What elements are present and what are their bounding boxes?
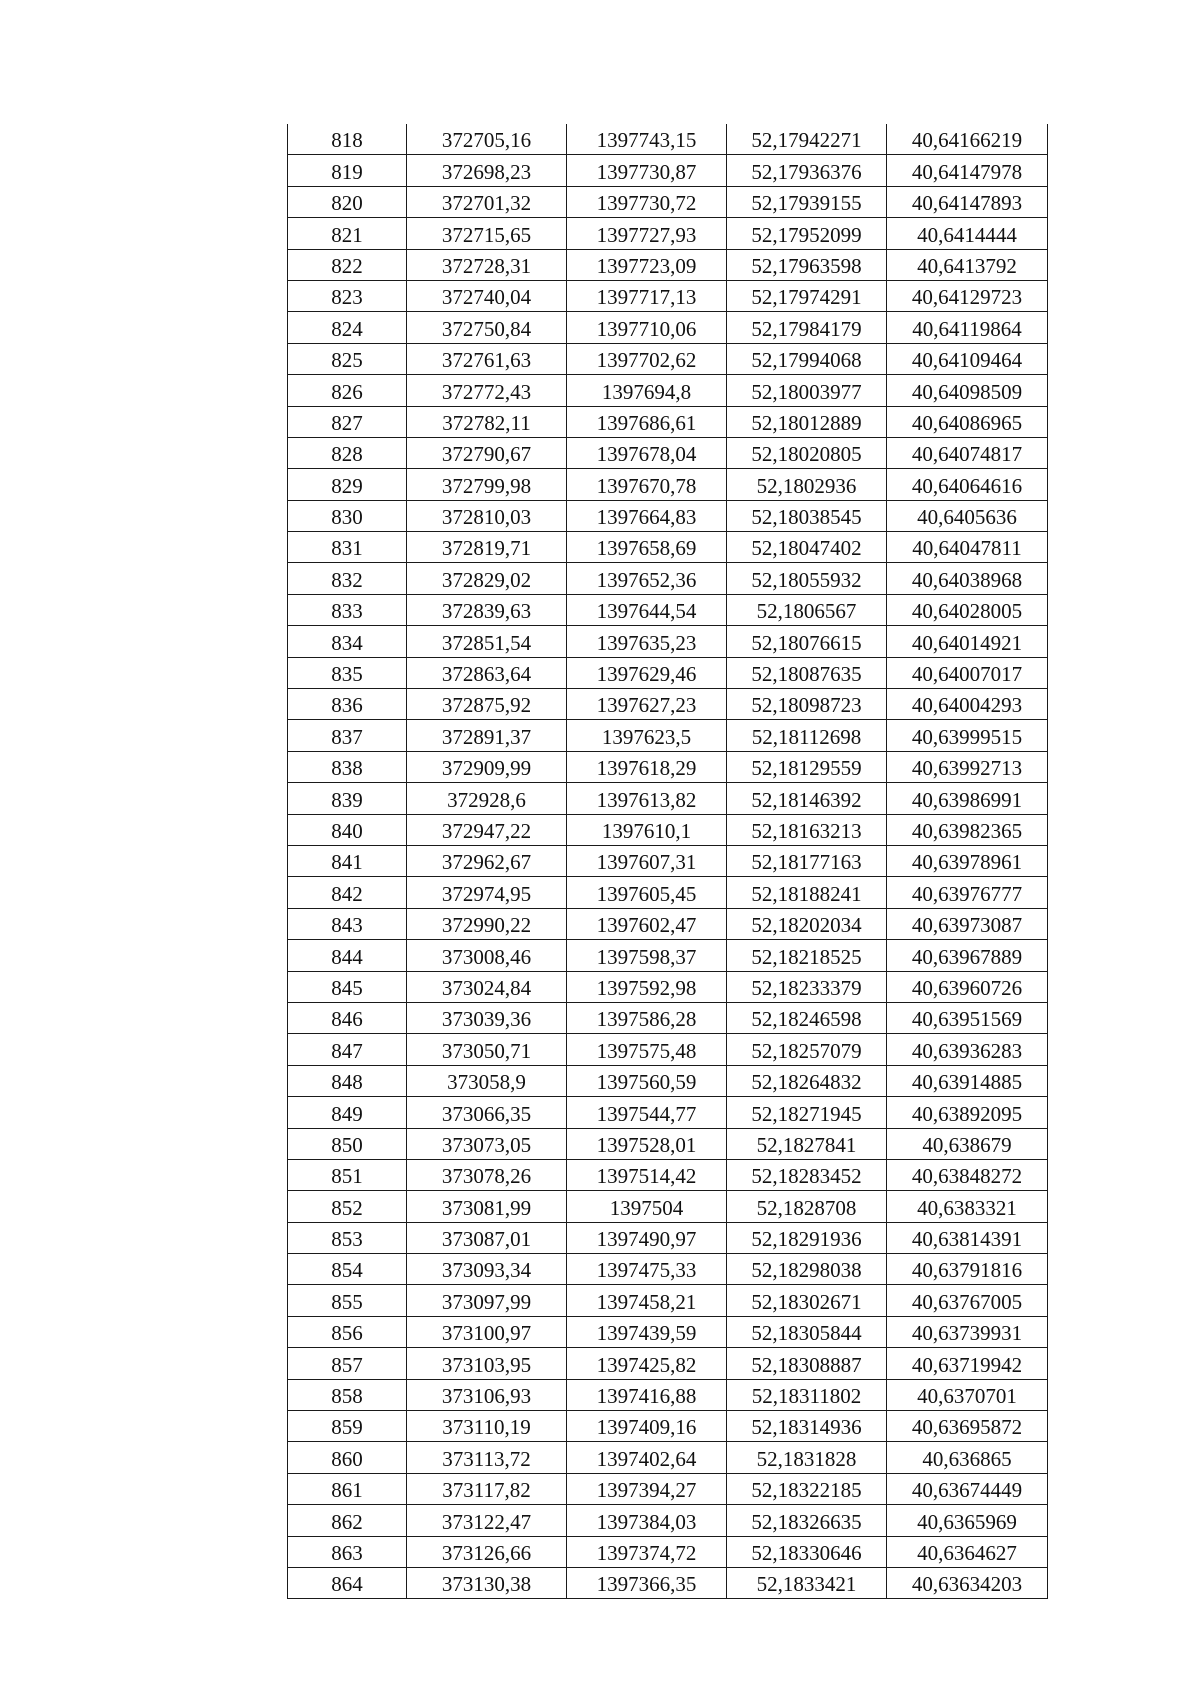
x-coordinate-cell: 372909,99	[407, 751, 567, 782]
x-coordinate-cell: 373008,46	[407, 940, 567, 971]
table-row	[288, 1442, 1048, 1473]
longitude-cell: 40,6364627	[887, 1536, 1048, 1567]
point-number-cell: 845	[288, 971, 407, 1002]
point-number-cell: 828	[288, 437, 407, 468]
x-coordinate-cell: 372782,11	[407, 406, 567, 437]
longitude-cell: 40,64086965	[887, 406, 1048, 437]
point-number-cell: 824	[288, 312, 407, 343]
y-coordinate-cell: 1397644,54	[567, 594, 727, 625]
table-row	[288, 1567, 1048, 1598]
latitude-cell: 52,18326635	[727, 1505, 887, 1536]
longitude-cell: 40,64119864	[887, 312, 1048, 343]
x-coordinate-cell: 372974,95	[407, 877, 567, 908]
point-number-cell: 856	[288, 1316, 407, 1347]
y-coordinate-cell: 1397560,59	[567, 1065, 727, 1096]
y-coordinate-cell: 1397717,13	[567, 280, 727, 311]
x-coordinate-cell: 372715,65	[407, 218, 567, 249]
x-coordinate-cell: 372761,63	[407, 343, 567, 374]
longitude-cell: 40,638679	[887, 1128, 1048, 1159]
longitude-cell: 40,63674449	[887, 1473, 1048, 1504]
coordinates-table	[287, 124, 1048, 1599]
x-coordinate-cell: 373073,05	[407, 1128, 567, 1159]
x-coordinate-cell: 372810,03	[407, 500, 567, 531]
longitude-cell: 40,64007017	[887, 657, 1048, 688]
x-coordinate-cell: 372772,43	[407, 375, 567, 406]
point-number-cell: 831	[288, 532, 407, 563]
y-coordinate-cell: 1397592,98	[567, 971, 727, 1002]
table-row	[288, 689, 1048, 720]
y-coordinate-cell: 1397504	[567, 1191, 727, 1222]
longitude-cell: 40,63992713	[887, 751, 1048, 782]
latitude-cell: 52,17942271	[727, 124, 887, 155]
longitude-cell: 40,6365969	[887, 1505, 1048, 1536]
point-number-cell: 850	[288, 1128, 407, 1159]
point-number-cell: 860	[288, 1442, 407, 1473]
table-row	[288, 626, 1048, 657]
table-row	[288, 814, 1048, 845]
table-row	[288, 343, 1048, 374]
latitude-cell: 52,18291936	[727, 1222, 887, 1253]
latitude-cell: 52,18003977	[727, 375, 887, 406]
latitude-cell: 52,17994068	[727, 343, 887, 374]
latitude-cell: 52,1802936	[727, 469, 887, 500]
table-row	[288, 563, 1048, 594]
y-coordinate-cell: 1397439,59	[567, 1316, 727, 1347]
table-row	[288, 469, 1048, 500]
table-row	[288, 280, 1048, 311]
longitude-cell: 40,63978961	[887, 845, 1048, 876]
y-coordinate-cell: 1397586,28	[567, 1002, 727, 1033]
x-coordinate-cell: 372863,64	[407, 657, 567, 688]
point-number-cell: 854	[288, 1254, 407, 1285]
x-coordinate-cell: 372839,63	[407, 594, 567, 625]
point-number-cell: 823	[288, 280, 407, 311]
latitude-cell: 52,18038545	[727, 500, 887, 531]
longitude-cell: 40,63739931	[887, 1316, 1048, 1347]
longitude-cell: 40,63892095	[887, 1097, 1048, 1128]
table-row	[288, 1159, 1048, 1190]
latitude-cell: 52,18129559	[727, 751, 887, 782]
y-coordinate-cell: 1397623,5	[567, 720, 727, 751]
x-coordinate-cell: 372990,22	[407, 908, 567, 939]
point-number-cell: 840	[288, 814, 407, 845]
point-number-cell: 829	[288, 469, 407, 500]
table-row	[288, 751, 1048, 782]
y-coordinate-cell: 1397490,97	[567, 1222, 727, 1253]
x-coordinate-cell: 372851,54	[407, 626, 567, 657]
point-number-cell: 848	[288, 1065, 407, 1096]
point-number-cell: 851	[288, 1159, 407, 1190]
latitude-cell: 52,17984179	[727, 312, 887, 343]
longitude-cell: 40,63719942	[887, 1348, 1048, 1379]
point-number-cell: 835	[288, 657, 407, 688]
table-row	[288, 1348, 1048, 1379]
x-coordinate-cell: 373100,97	[407, 1316, 567, 1347]
x-coordinate-cell: 372947,22	[407, 814, 567, 845]
longitude-cell: 40,63634203	[887, 1567, 1048, 1598]
x-coordinate-cell: 372740,04	[407, 280, 567, 311]
table-row	[288, 312, 1048, 343]
point-number-cell: 863	[288, 1536, 407, 1567]
latitude-cell: 52,1806567	[727, 594, 887, 625]
x-coordinate-cell: 373103,95	[407, 1348, 567, 1379]
table-row	[288, 437, 1048, 468]
longitude-cell: 40,63814391	[887, 1222, 1048, 1253]
x-coordinate-cell: 373039,36	[407, 1002, 567, 1033]
longitude-cell: 40,63967889	[887, 940, 1048, 971]
table-row	[288, 720, 1048, 751]
x-coordinate-cell: 373117,82	[407, 1473, 567, 1504]
table-row	[288, 124, 1048, 155]
longitude-cell: 40,64166219	[887, 124, 1048, 155]
latitude-cell: 52,18311802	[727, 1379, 887, 1410]
y-coordinate-cell: 1397607,31	[567, 845, 727, 876]
y-coordinate-cell: 1397602,47	[567, 908, 727, 939]
table-row	[288, 877, 1048, 908]
latitude-cell: 52,17939155	[727, 186, 887, 217]
y-coordinate-cell: 1397416,88	[567, 1379, 727, 1410]
point-number-cell: 819	[288, 155, 407, 186]
x-coordinate-cell: 372819,71	[407, 532, 567, 563]
y-coordinate-cell: 1397723,09	[567, 249, 727, 280]
x-coordinate-cell: 373050,71	[407, 1034, 567, 1065]
table-row	[288, 1411, 1048, 1442]
latitude-cell: 52,1831828	[727, 1442, 887, 1473]
x-coordinate-cell: 373126,66	[407, 1536, 567, 1567]
latitude-cell: 52,18177163	[727, 845, 887, 876]
y-coordinate-cell: 1397610,1	[567, 814, 727, 845]
point-number-cell: 862	[288, 1505, 407, 1536]
x-coordinate-cell: 372701,32	[407, 186, 567, 217]
latitude-cell: 52,1828708	[727, 1191, 887, 1222]
table-row	[288, 1285, 1048, 1316]
point-number-cell: 822	[288, 249, 407, 280]
y-coordinate-cell: 1397694,8	[567, 375, 727, 406]
y-coordinate-cell: 1397658,69	[567, 532, 727, 563]
latitude-cell: 52,18163213	[727, 814, 887, 845]
table-row	[288, 845, 1048, 876]
point-number-cell: 849	[288, 1097, 407, 1128]
table-row	[288, 1191, 1048, 1222]
table-row	[288, 1034, 1048, 1065]
x-coordinate-cell: 372875,92	[407, 689, 567, 720]
latitude-cell: 52,18146392	[727, 783, 887, 814]
latitude-cell: 52,17963598	[727, 249, 887, 280]
y-coordinate-cell: 1397458,21	[567, 1285, 727, 1316]
latitude-cell: 52,18257079	[727, 1034, 887, 1065]
latitude-cell: 52,18218525	[727, 940, 887, 971]
point-number-cell: 846	[288, 1002, 407, 1033]
y-coordinate-cell: 1397575,48	[567, 1034, 727, 1065]
y-coordinate-cell: 1397664,83	[567, 500, 727, 531]
point-number-cell: 837	[288, 720, 407, 751]
longitude-cell: 40,63973087	[887, 908, 1048, 939]
y-coordinate-cell: 1397627,23	[567, 689, 727, 720]
point-number-cell: 836	[288, 689, 407, 720]
y-coordinate-cell: 1397613,82	[567, 783, 727, 814]
y-coordinate-cell: 1397730,87	[567, 155, 727, 186]
latitude-cell: 52,18305844	[727, 1316, 887, 1347]
longitude-cell: 40,64074817	[887, 437, 1048, 468]
y-coordinate-cell: 1397618,29	[567, 751, 727, 782]
point-number-cell: 857	[288, 1348, 407, 1379]
point-number-cell: 853	[288, 1222, 407, 1253]
longitude-cell: 40,64064616	[887, 469, 1048, 500]
x-coordinate-cell: 373122,47	[407, 1505, 567, 1536]
x-coordinate-cell: 373097,99	[407, 1285, 567, 1316]
point-number-cell: 864	[288, 1567, 407, 1598]
x-coordinate-cell: 373087,01	[407, 1222, 567, 1253]
latitude-cell: 52,18076615	[727, 626, 887, 657]
y-coordinate-cell: 1397710,06	[567, 312, 727, 343]
coordinates-table-body	[288, 124, 1048, 1599]
table-row	[288, 1254, 1048, 1285]
point-number-cell: 827	[288, 406, 407, 437]
table-row	[288, 940, 1048, 971]
longitude-cell: 40,63767005	[887, 1285, 1048, 1316]
latitude-cell: 52,1827841	[727, 1128, 887, 1159]
latitude-cell: 52,17936376	[727, 155, 887, 186]
longitude-cell: 40,64028005	[887, 594, 1048, 625]
latitude-cell: 52,18202034	[727, 908, 887, 939]
table-row	[288, 155, 1048, 186]
y-coordinate-cell: 1397402,64	[567, 1442, 727, 1473]
latitude-cell: 52,18246598	[727, 1002, 887, 1033]
x-coordinate-cell: 372790,67	[407, 437, 567, 468]
x-coordinate-cell: 373078,26	[407, 1159, 567, 1190]
table-row	[288, 1128, 1048, 1159]
latitude-cell: 52,18308887	[727, 1348, 887, 1379]
y-coordinate-cell: 1397629,46	[567, 657, 727, 688]
longitude-cell: 40,64147893	[887, 186, 1048, 217]
x-coordinate-cell: 373130,38	[407, 1567, 567, 1598]
x-coordinate-cell: 373024,84	[407, 971, 567, 1002]
longitude-cell: 40,6383321	[887, 1191, 1048, 1222]
y-coordinate-cell: 1397394,27	[567, 1473, 727, 1504]
table-row	[288, 406, 1048, 437]
longitude-cell: 40,63951569	[887, 1002, 1048, 1033]
point-number-cell: 852	[288, 1191, 407, 1222]
latitude-cell: 52,18298038	[727, 1254, 887, 1285]
longitude-cell: 40,63914885	[887, 1065, 1048, 1096]
y-coordinate-cell: 1397598,37	[567, 940, 727, 971]
latitude-cell: 52,18283452	[727, 1159, 887, 1190]
y-coordinate-cell: 1397528,01	[567, 1128, 727, 1159]
table-row	[288, 500, 1048, 531]
point-number-cell: 833	[288, 594, 407, 625]
table-row	[288, 1316, 1048, 1347]
y-coordinate-cell: 1397678,04	[567, 437, 727, 468]
x-coordinate-cell: 373093,34	[407, 1254, 567, 1285]
longitude-cell: 40,6405636	[887, 500, 1048, 531]
longitude-cell: 40,63999515	[887, 720, 1048, 751]
point-number-cell: 832	[288, 563, 407, 594]
x-coordinate-cell: 373106,93	[407, 1379, 567, 1410]
latitude-cell: 52,18322185	[727, 1473, 887, 1504]
y-coordinate-cell: 1397652,36	[567, 563, 727, 594]
point-number-cell: 844	[288, 940, 407, 971]
longitude-cell: 40,6414444	[887, 218, 1048, 249]
point-number-cell: 841	[288, 845, 407, 876]
x-coordinate-cell: 372799,98	[407, 469, 567, 500]
point-number-cell: 826	[288, 375, 407, 406]
longitude-cell: 40,64109464	[887, 343, 1048, 374]
y-coordinate-cell: 1397743,15	[567, 124, 727, 155]
table-row	[288, 375, 1048, 406]
longitude-cell: 40,64147978	[887, 155, 1048, 186]
x-coordinate-cell: 372750,84	[407, 312, 567, 343]
y-coordinate-cell: 1397730,72	[567, 186, 727, 217]
x-coordinate-cell: 372728,31	[407, 249, 567, 280]
point-number-cell: 825	[288, 343, 407, 374]
y-coordinate-cell: 1397374,72	[567, 1536, 727, 1567]
table-row	[288, 1002, 1048, 1033]
table-row	[288, 218, 1048, 249]
x-coordinate-cell: 373058,9	[407, 1065, 567, 1096]
y-coordinate-cell: 1397670,78	[567, 469, 727, 500]
y-coordinate-cell: 1397384,03	[567, 1505, 727, 1536]
table-row	[288, 1065, 1048, 1096]
point-number-cell: 838	[288, 751, 407, 782]
table-row	[288, 186, 1048, 217]
latitude-cell: 52,18087635	[727, 657, 887, 688]
longitude-cell: 40,63848272	[887, 1159, 1048, 1190]
longitude-cell: 40,64038968	[887, 563, 1048, 594]
table-row	[288, 657, 1048, 688]
x-coordinate-cell: 373110,19	[407, 1411, 567, 1442]
y-coordinate-cell: 1397475,33	[567, 1254, 727, 1285]
x-coordinate-cell: 373113,72	[407, 1442, 567, 1473]
table-row	[288, 908, 1048, 939]
point-number-cell: 834	[288, 626, 407, 657]
table-row	[288, 1379, 1048, 1410]
latitude-cell: 52,18314936	[727, 1411, 887, 1442]
table-row	[288, 532, 1048, 563]
latitude-cell: 52,18264832	[727, 1065, 887, 1096]
table-row	[288, 783, 1048, 814]
table-row	[288, 1505, 1048, 1536]
point-number-cell: 830	[288, 500, 407, 531]
longitude-cell: 40,63791816	[887, 1254, 1048, 1285]
y-coordinate-cell: 1397605,45	[567, 877, 727, 908]
point-number-cell: 858	[288, 1379, 407, 1410]
latitude-cell: 52,18271945	[727, 1097, 887, 1128]
latitude-cell: 52,18020805	[727, 437, 887, 468]
longitude-cell: 40,64129723	[887, 280, 1048, 311]
latitude-cell: 52,17974291	[727, 280, 887, 311]
latitude-cell: 52,18047402	[727, 532, 887, 563]
latitude-cell: 52,18112698	[727, 720, 887, 751]
longitude-cell: 40,64014921	[887, 626, 1048, 657]
latitude-cell: 52,1833421	[727, 1567, 887, 1598]
latitude-cell: 52,18055932	[727, 563, 887, 594]
longitude-cell: 40,6370701	[887, 1379, 1048, 1410]
table-row	[288, 594, 1048, 625]
x-coordinate-cell: 372928,6	[407, 783, 567, 814]
latitude-cell: 52,18302671	[727, 1285, 887, 1316]
longitude-cell: 40,64098509	[887, 375, 1048, 406]
point-number-cell: 847	[288, 1034, 407, 1065]
longitude-cell: 40,63976777	[887, 877, 1048, 908]
point-number-cell: 861	[288, 1473, 407, 1504]
table-row	[288, 1536, 1048, 1567]
y-coordinate-cell: 1397514,42	[567, 1159, 727, 1190]
y-coordinate-cell: 1397702,62	[567, 343, 727, 374]
longitude-cell: 40,64004293	[887, 689, 1048, 720]
y-coordinate-cell: 1397425,82	[567, 1348, 727, 1379]
y-coordinate-cell: 1397409,16	[567, 1411, 727, 1442]
y-coordinate-cell: 1397635,23	[567, 626, 727, 657]
table-row	[288, 249, 1048, 280]
longitude-cell: 40,636865	[887, 1442, 1048, 1473]
longitude-cell: 40,64047811	[887, 532, 1048, 563]
x-coordinate-cell: 372829,02	[407, 563, 567, 594]
point-number-cell: 820	[288, 186, 407, 217]
longitude-cell: 40,63695872	[887, 1411, 1048, 1442]
table-row	[288, 1222, 1048, 1253]
latitude-cell: 52,17952099	[727, 218, 887, 249]
longitude-cell: 40,63960726	[887, 971, 1048, 1002]
latitude-cell: 52,18233379	[727, 971, 887, 1002]
table-row	[288, 1473, 1048, 1504]
x-coordinate-cell: 372705,16	[407, 124, 567, 155]
x-coordinate-cell: 372962,67	[407, 845, 567, 876]
point-number-cell: 839	[288, 783, 407, 814]
table-row	[288, 1097, 1048, 1128]
point-number-cell: 855	[288, 1285, 407, 1316]
latitude-cell: 52,18012889	[727, 406, 887, 437]
longitude-cell: 40,6413792	[887, 249, 1048, 280]
point-number-cell: 818	[288, 124, 407, 155]
longitude-cell: 40,63982365	[887, 814, 1048, 845]
y-coordinate-cell: 1397544,77	[567, 1097, 727, 1128]
longitude-cell: 40,63936283	[887, 1034, 1048, 1065]
point-number-cell: 821	[288, 218, 407, 249]
x-coordinate-cell: 373066,35	[407, 1097, 567, 1128]
point-number-cell: 842	[288, 877, 407, 908]
longitude-cell: 40,63986991	[887, 783, 1048, 814]
y-coordinate-cell: 1397727,93	[567, 218, 727, 249]
point-number-cell: 843	[288, 908, 407, 939]
x-coordinate-cell: 373081,99	[407, 1191, 567, 1222]
x-coordinate-cell: 372698,23	[407, 155, 567, 186]
table-row	[288, 971, 1048, 1002]
latitude-cell: 52,18098723	[727, 689, 887, 720]
x-coordinate-cell: 372891,37	[407, 720, 567, 751]
y-coordinate-cell: 1397686,61	[567, 406, 727, 437]
latitude-cell: 52,18330646	[727, 1536, 887, 1567]
point-number-cell: 859	[288, 1411, 407, 1442]
latitude-cell: 52,18188241	[727, 877, 887, 908]
y-coordinate-cell: 1397366,35	[567, 1567, 727, 1598]
